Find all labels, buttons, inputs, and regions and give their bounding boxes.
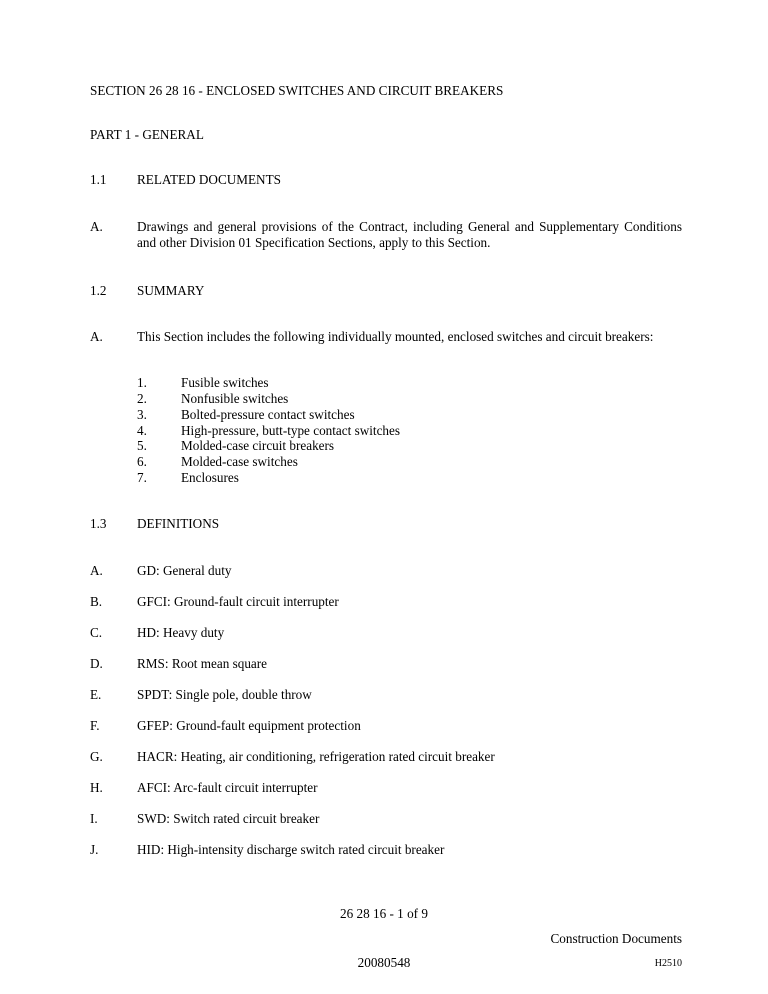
paragraph-letter: H. [90,780,103,795]
list-item: Enclosures [181,470,239,485]
list-item-number: 6. [137,454,147,469]
article-title: RELATED DOCUMENTS [137,172,281,187]
definition-text: HD: Heavy duty [137,625,225,640]
list-item: Molded-case circuit breakers [181,438,335,453]
list-item: Molded-case switches [181,454,298,469]
paragraph-text: Drawings and general provisions of the Contract, including General and Supplementary Conditions and other Division 01 Specification Sections, apply to this Section. [137,219,682,250]
article-number: 1.3 [90,516,107,531]
paragraph-letter: E. [90,687,102,702]
article-number: 1.1 [90,172,107,187]
paragraph-letter: A. [90,219,103,234]
list-item-number: 3. [137,407,147,422]
part-title: PART 1 - GENERAL [90,127,204,142]
definition-text: RMS: Root mean square [137,656,268,671]
paragraph-letter: I. [90,811,98,826]
list-item-number: 7. [137,470,147,485]
paragraph-letter: J. [90,842,99,857]
list-item-number: 2. [137,391,147,406]
definition-text: AFCI: Arc-fault circuit interrupter [137,780,318,795]
definition-text: GFEP: Ground-fault equipment protection [137,718,361,733]
article-title: SUMMARY [137,283,205,298]
list-item: Nonfusible switches [181,391,289,406]
paragraph-text: This Section includes the following individually mounted, enclosed switches and circuit breakers: [137,329,654,344]
paragraph-letter: D. [90,656,103,671]
paragraph-letter: F. [90,718,100,733]
definition-text: HID: High-intensity discharge switch rated circuit breaker [137,842,445,857]
list-item: Bolted-pressure contact switches [181,407,355,422]
definition-text: GFCI: Ground-fault circuit interrupter [137,594,339,609]
article-number: 1.2 [90,283,107,298]
list-item-number: 1. [137,375,147,390]
paragraph-letter: A. [90,563,103,578]
page-number: 26 28 16 - 1 of 9 [340,906,428,921]
project-number: 20080548 [357,955,411,970]
paragraph-letter: G. [90,749,103,764]
article-title: DEFINITIONS [137,516,220,531]
project-code: H2510 [654,958,682,969]
paragraph-letter: B. [90,594,103,609]
list-item-number: 5. [137,438,147,453]
list-item: High-pressure, butt-type contact switches [181,423,400,438]
document-phase: Construction Documents [550,931,682,946]
section-title: SECTION 26 28 16 - ENCLOSED SWITCHES AND CIRCUIT BREAKERS [90,83,504,98]
definition-text: SWD: Switch rated circuit breaker [137,811,320,826]
definition-text: HACR: Heating, air conditioning, refrigeration rated circuit breaker [137,749,495,764]
list-item: Fusible switches [181,375,269,390]
definition-text: SPDT: Single pole, double throw [137,687,312,702]
definition-text: GD: General duty [137,563,232,578]
paragraph-letter: C. [90,625,103,640]
list-item-number: 4. [137,423,147,438]
paragraph-letter: A. [90,329,103,344]
